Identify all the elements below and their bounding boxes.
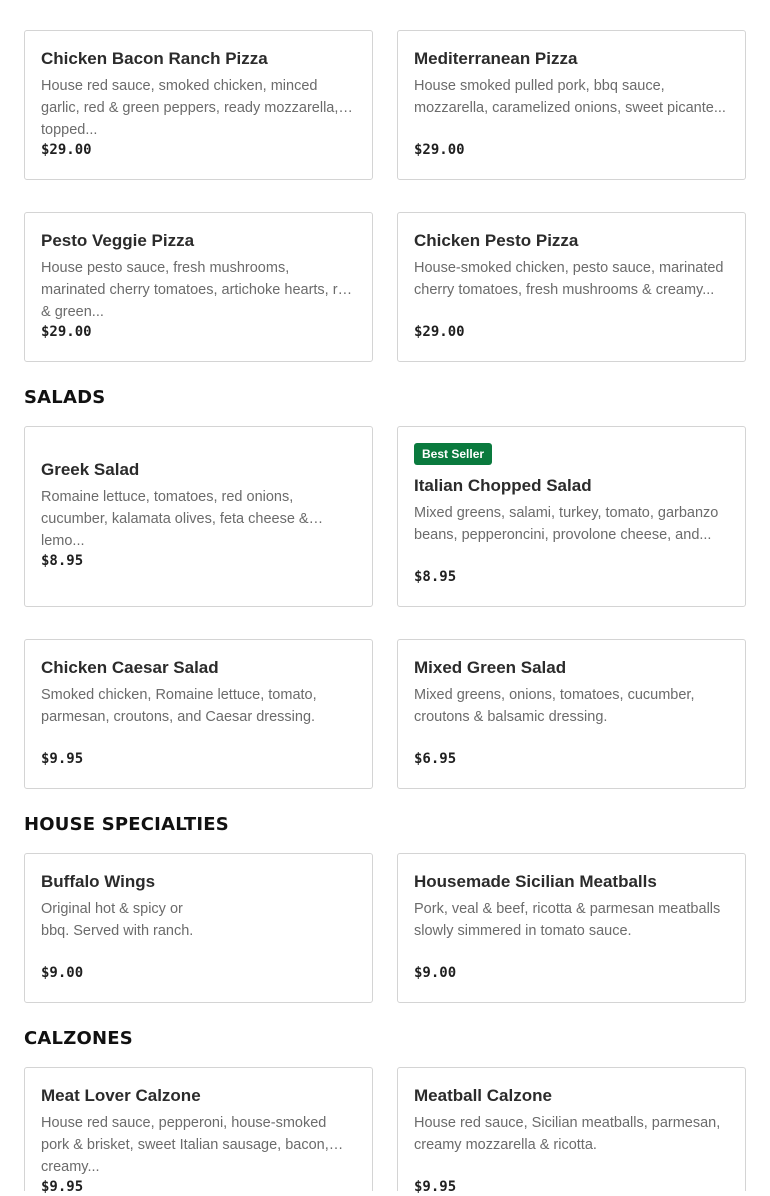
menu-item-name: Greek Salad — [41, 460, 140, 479]
menu-item-description: House pesto sauce, fresh mushrooms, marinated cherry tomatoes, artichoke hearts, red & green... — [41, 260, 354, 320]
menu-item-card[interactable] — [24, 30, 373, 180]
menu-item-name: Mixed Green Salad — [414, 658, 567, 677]
menu-item-name: Chicken Bacon Ranch Pizza — [41, 49, 268, 68]
menu-item-card[interactable] — [24, 212, 373, 362]
menu-item-price: $29.00 — [414, 324, 465, 340]
menu-item-price: $29.00 — [41, 324, 92, 340]
menu-item-card[interactable] — [24, 1067, 373, 1195]
section-title-salads: SALADS — [24, 387, 106, 408]
menu-item-name: Buffalo Wings — [41, 872, 156, 891]
menu-item-card[interactable] — [24, 639, 373, 789]
menu-item-description: House red sauce, pepperoni, house-smoked pork & brisket, sweet Italian sausage, bacon, creamy... — [41, 1115, 329, 1175]
menu-item-price: $8.95 — [414, 569, 457, 585]
menu-item-card[interactable] — [24, 853, 373, 1003]
best-seller-badge: Best Seller — [414, 443, 492, 465]
menu-item-description-line: Original hot & spicy or — [41, 901, 183, 917]
menu-item-description: Pork, veal & beef, ricotta & parmesan meatballs slowly simmered in tomato sauce. — [414, 901, 721, 939]
menu-item-card[interactable] — [397, 853, 746, 1003]
menu-item-card[interactable] — [397, 1067, 746, 1195]
menu-item-name: Housemade Sicilian Meatballs — [414, 872, 657, 891]
menu-item-card[interactable] — [397, 426, 746, 607]
menu-item-price: $8.95 — [41, 553, 84, 569]
menu-item-price: $29.00 — [414, 142, 465, 158]
menu-item-price: $6.95 — [414, 751, 457, 767]
menu-item-price: $9.00 — [414, 965, 457, 981]
menu-item-price: $9.00 — [41, 965, 84, 981]
menu-item-name: Mediterranean Pizza — [414, 49, 578, 68]
section-title-house-specialties: HOUSE SPECIALTIES — [24, 814, 229, 835]
menu-item-price: $9.95 — [414, 1179, 457, 1195]
menu-item-price: $9.95 — [41, 1179, 84, 1195]
menu-item-description: House red sauce, Sicilian meatballs, parmesan, creamy mozzarella & ricotta. — [414, 1115, 721, 1153]
menu-item-card[interactable] — [397, 639, 746, 789]
menu-item-description: Mixed greens, salami, turkey, tomato, garbanzo beans, pepperoncini, provolone cheese, and... — [414, 505, 719, 543]
menu-item-name: Meat Lover Calzone — [41, 1086, 201, 1105]
menu-item-description: Romaine lettuce, tomatoes, red onions, cucumber, kalamata olives, feta cheese & lemo... — [41, 489, 309, 549]
menu-item-name: Chicken Pesto Pizza — [414, 231, 579, 250]
menu-item-description: House-smoked chicken, pesto sauce, marinated cherry tomatoes, fresh mushrooms & creamy... — [414, 260, 724, 298]
menu-item-description-line: bbq. Served with ranch. — [41, 923, 194, 939]
menu-item-card[interactable] — [397, 212, 746, 362]
menu-item-card[interactable] — [24, 426, 373, 607]
menu-item-card[interactable] — [397, 30, 746, 180]
menu-item-description: Mixed greens, onions, tomatoes, cucumber, croutons & balsamic dressing. — [414, 687, 695, 725]
menu-item-description: Smoked chicken, Romaine lettuce, tomato, parmesan, croutons, and Caesar dressing. — [41, 687, 317, 725]
menu-item-name: Pesto Veggie Pizza — [41, 231, 195, 250]
menu-item-name: Chicken Caesar Salad — [41, 658, 219, 677]
section-title-calzones: CALZONES — [24, 1028, 133, 1049]
menu-item-name: Meatball Calzone — [414, 1086, 552, 1105]
menu-item-description: House red sauce, smoked chicken, minced garlic, red & green peppers, ready mozzarella, topped... — [41, 78, 339, 138]
menu-item-description — [41, 898, 356, 942]
menu-item-price: $29.00 — [41, 142, 92, 158]
menu-item-name: Italian Chopped Salad — [414, 476, 592, 495]
menu-item-price: $9.95 — [41, 751, 84, 767]
menu-item-description: House smoked pulled pork, bbq sauce, mozzarella, caramelized onions, sweet picante... — [414, 78, 726, 116]
